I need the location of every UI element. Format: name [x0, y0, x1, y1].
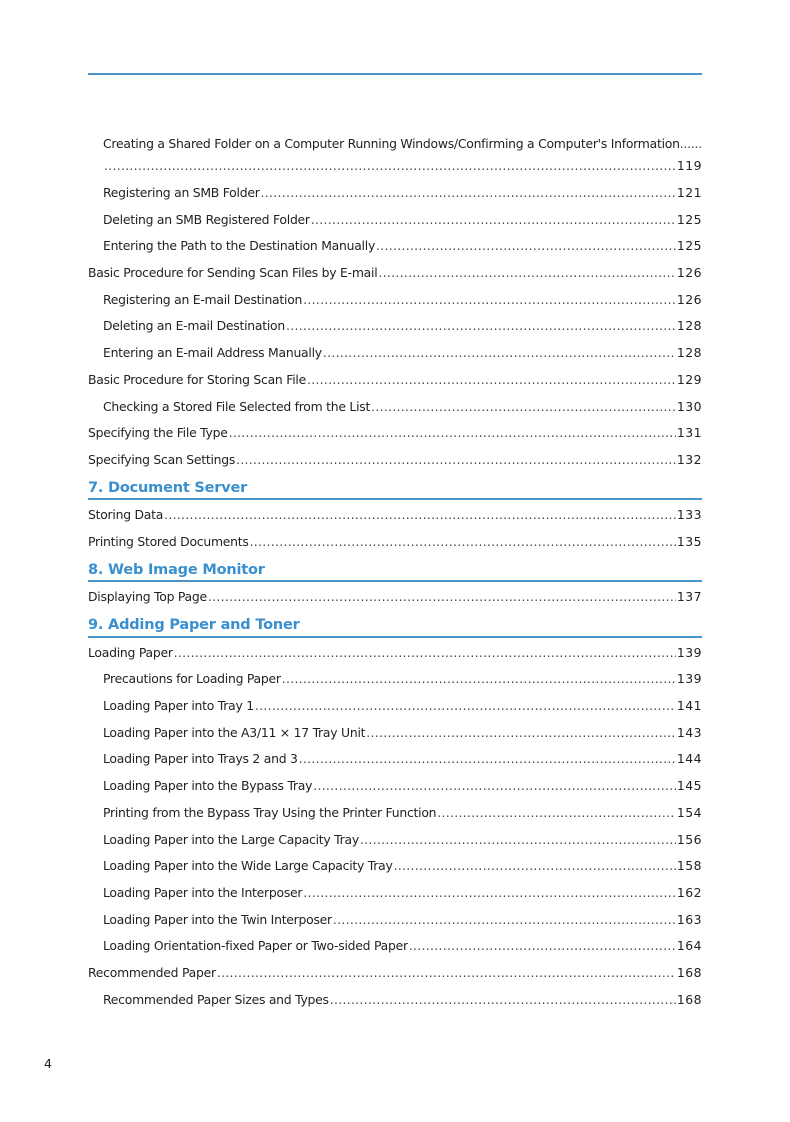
toc-group: [88, 584, 702, 611]
toc-leader-dots: [360, 827, 676, 854]
toc-group: [88, 640, 702, 1014]
toc-entry-page: 143: [676, 724, 702, 740]
toc-leader-dots: [437, 800, 676, 827]
toc-entry[interactable]: [88, 131, 702, 180]
toc-entry-page: 156: [676, 831, 702, 847]
toc-entry-page: 130: [676, 398, 702, 414]
toc-entry[interactable]: [88, 987, 702, 1014]
chapter-heading[interactable]: [88, 474, 702, 501]
toc-entry-title: Displaying Top Page: [88, 589, 207, 605]
toc-entry-title: Specifying Scan Settings: [88, 451, 236, 467]
toc-entry-title: Deleting an SMB Registered Folder: [103, 211, 310, 227]
toc-group: [88, 180, 702, 474]
toc-entry[interactable]: [88, 584, 702, 611]
toc-entry-title: Printing from the Bypass Tray Using the Printer Function: [103, 804, 437, 820]
toc-leader-dots: [164, 502, 676, 529]
toc-entry-title: Registering an E-mail Destination: [103, 291, 303, 307]
toc-entry-page: 128: [676, 318, 702, 334]
toc-leader-dots: [394, 853, 676, 880]
toc-entry-title: Registering an SMB Folder: [103, 185, 260, 200]
toc-entry-title: Loading Paper into the Twin Interposer: [103, 911, 332, 927]
toc-entry-title: Basic Procedure for Storing Scan File: [88, 371, 306, 387]
toc-entry-title: Loading Paper: [88, 644, 173, 660]
toc-entry[interactable]: [88, 666, 702, 693]
toc-entry[interactable]: [88, 907, 702, 934]
toc-entry[interactable]: [88, 529, 702, 556]
toc-entry-title: Entering an E-mail Address Manually: [103, 345, 322, 361]
toc-leader-dots: [255, 693, 676, 720]
toc-leader-dots: [680, 131, 702, 157]
toc-entry-page: 137: [676, 589, 702, 605]
toc-entry-page: 135: [676, 533, 702, 549]
toc-entry-title: Checking a Stored File Selected from the List: [103, 398, 371, 414]
toc-entry-page: 154: [676, 804, 702, 820]
chapter-title: 9. Adding Paper and Toner: [88, 617, 300, 633]
toc-entry-page: 133: [676, 507, 702, 523]
toc-leader-dots: [366, 720, 676, 747]
toc-entry-page: 129: [676, 371, 702, 387]
toc-entry-page: 132: [676, 451, 702, 467]
toc-entry[interactable]: [88, 420, 702, 447]
toc-leader-dots: [409, 933, 676, 960]
toc-leader-dots: [208, 584, 676, 611]
toc-leader-dots: [330, 987, 676, 1014]
toc-leader-dots: [236, 447, 676, 474]
chapter-title: 7. Document Server: [88, 479, 248, 496]
toc-entry[interactable]: [88, 880, 702, 907]
toc-entry-page: 162: [676, 884, 702, 900]
toc-leader-dots: [104, 157, 676, 174]
toc-entry[interactable]: [88, 287, 702, 314]
toc-leader-dots: [376, 233, 676, 260]
toc-leader-dots: [311, 207, 676, 234]
toc-entry[interactable]: [88, 773, 702, 800]
toc-entry-page: 163: [676, 911, 702, 927]
toc-entry-title: Entering the Path to the Destination Manually: [103, 238, 376, 254]
toc-entry-title: Storing Data: [88, 507, 164, 523]
toc-entry[interactable]: [88, 960, 702, 987]
toc-entry-title: Recommended Paper Sizes and Types: [103, 991, 329, 1007]
toc-entry-title: Loading Paper into Tray 1: [103, 698, 254, 714]
toc-entry[interactable]: [88, 693, 702, 720]
toc-entry-page: 168: [676, 964, 702, 980]
toc-entry-title: Deleting an E-mail Destination: [103, 318, 285, 334]
toc-entry-page: 119: [676, 158, 702, 173]
toc-entry-page: 126: [676, 265, 702, 281]
toc-entry-title: Basic Procedure for Sending Scan Files by E-mail: [88, 265, 378, 281]
toc-leader-dots: [174, 640, 676, 667]
toc-entry[interactable]: [88, 313, 702, 340]
toc-entry-page: 141: [676, 698, 702, 714]
toc-entry-title: Loading Paper into the Large Capacity Tray: [103, 831, 359, 847]
toc-entry[interactable]: [88, 827, 702, 854]
toc-entry-title: Loading Paper into the Bypass Tray: [103, 778, 313, 794]
toc-entry[interactable]: [88, 933, 702, 960]
toc-leader-dots: [286, 313, 676, 340]
toc-entry[interactable]: [88, 746, 702, 773]
toc-entry-title: Loading Paper into the Interposer: [103, 884, 303, 900]
toc-entry[interactable]: [88, 502, 702, 529]
toc-entry[interactable]: [88, 207, 702, 234]
toc-leader-dots: [323, 340, 676, 367]
toc-entry-title: Precautions for Loading Paper: [103, 671, 281, 687]
toc-entry-title: Printing Stored Documents: [88, 533, 249, 549]
toc-leader-dots: [261, 180, 676, 207]
toc-leader-dots: [378, 260, 675, 287]
toc-entry-page: 126: [676, 291, 702, 307]
toc-entry[interactable]: [88, 640, 702, 667]
chapter-heading[interactable]: [88, 611, 702, 638]
chapter-heading[interactable]: [88, 556, 702, 583]
toc-leader-dots: [282, 666, 676, 693]
toc-entry[interactable]: [88, 340, 702, 367]
table-of-contents: [88, 131, 702, 1013]
toc-entry-page: 125: [676, 238, 702, 254]
toc-entry-page: 128: [676, 345, 702, 361]
toc-entry-page: 139: [676, 671, 702, 687]
toc-entry-title: Loading Paper into the A3/11 × 17 Tray Unit: [103, 724, 366, 740]
toc-entry-page: 164: [676, 938, 702, 954]
toc-leader-dots: [333, 907, 676, 934]
toc-entry-title: Specifying the File Type: [88, 425, 228, 441]
toc-leader-dots: [307, 367, 676, 394]
toc-leader-dots: [250, 529, 676, 556]
page-number: 4: [44, 1056, 52, 1071]
toc-entry[interactable]: [88, 720, 702, 747]
toc-entry-page: 125: [676, 211, 702, 227]
toc-entry-title: Loading Paper into the Wide Large Capacity Tray: [103, 858, 393, 874]
toc-leader-dots: [299, 746, 676, 773]
toc-entry[interactable]: [88, 233, 702, 260]
toc-entry-page: 158: [676, 858, 702, 874]
toc-entry[interactable]: [88, 180, 702, 207]
toc-entry-title: Recommended Paper: [88, 964, 216, 980]
toc-group: [88, 502, 702, 555]
toc-entry-title: Loading Paper into Trays 2 and 3: [103, 751, 298, 767]
toc-leader-dots: [371, 394, 676, 421]
toc-entry[interactable]: [88, 367, 702, 394]
toc-entry-page: 131: [676, 425, 702, 441]
toc-entry-page: 144: [676, 751, 702, 767]
toc-entry[interactable]: [88, 260, 702, 287]
toc-leader-dots: [217, 960, 676, 987]
toc-entry-page: 168: [676, 991, 702, 1007]
toc-entry-title: Loading Orientation-fixed Paper or Two-sided Paper: [103, 938, 408, 954]
toc-leader-dots: [313, 773, 676, 800]
header-rule: [88, 73, 702, 75]
toc-entry-title: Creating a Shared Folder on a Computer Running Windows/Confirming a Computer's Information: [103, 136, 680, 151]
toc-leader-dots: [303, 880, 676, 907]
toc-leader-dots: [303, 287, 676, 314]
chapter-title: 8. Web Image Monitor: [88, 561, 265, 578]
toc-entry[interactable]: [88, 394, 702, 421]
toc-entry[interactable]: [88, 800, 702, 827]
toc-entry-page: 121: [676, 185, 702, 200]
toc-entry[interactable]: [88, 447, 702, 474]
toc-leader-dots: [229, 420, 676, 447]
toc-entry-page: 139: [676, 644, 702, 660]
toc-entry[interactable]: [88, 853, 702, 880]
toc-entry-page: 145: [676, 778, 702, 794]
